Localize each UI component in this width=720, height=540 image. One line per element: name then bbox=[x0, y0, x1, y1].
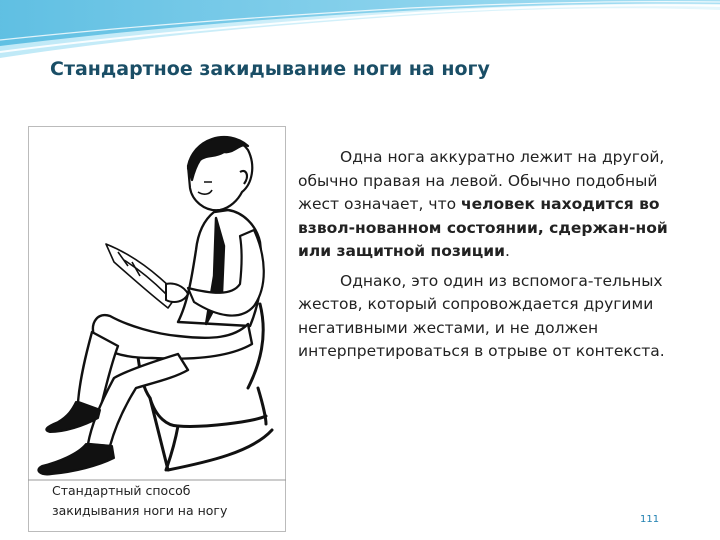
illustration-caption: Стандартный способ закидывания ноги на ногу bbox=[52, 483, 228, 518]
paragraph-1-tail: . bbox=[504, 242, 510, 260]
paragraph-1-lead: Одна нога аккуратно лежит на другой, обычно правая на левой. Обычно подобный жест означает, что bbox=[298, 148, 665, 213]
man-sitting-crossed-legs-illustration bbox=[28, 126, 286, 532]
paragraph-1-emphasis: человек находится во взвол-нованном состоянии, сдержан-ной или защитной позиции bbox=[298, 195, 668, 260]
paragraph-1 bbox=[298, 146, 698, 264]
body-text bbox=[298, 146, 698, 370]
slide-title: Стандартное закидывание ноги на ногу bbox=[50, 58, 490, 80]
page-number: 111 bbox=[640, 514, 660, 525]
paragraph-2: Однако, это один из вспомога-тельных жестов, который сопровождается другими негативными жестами, и не должен интерпретироваться в отрыве от контекста. bbox=[298, 271, 665, 360]
